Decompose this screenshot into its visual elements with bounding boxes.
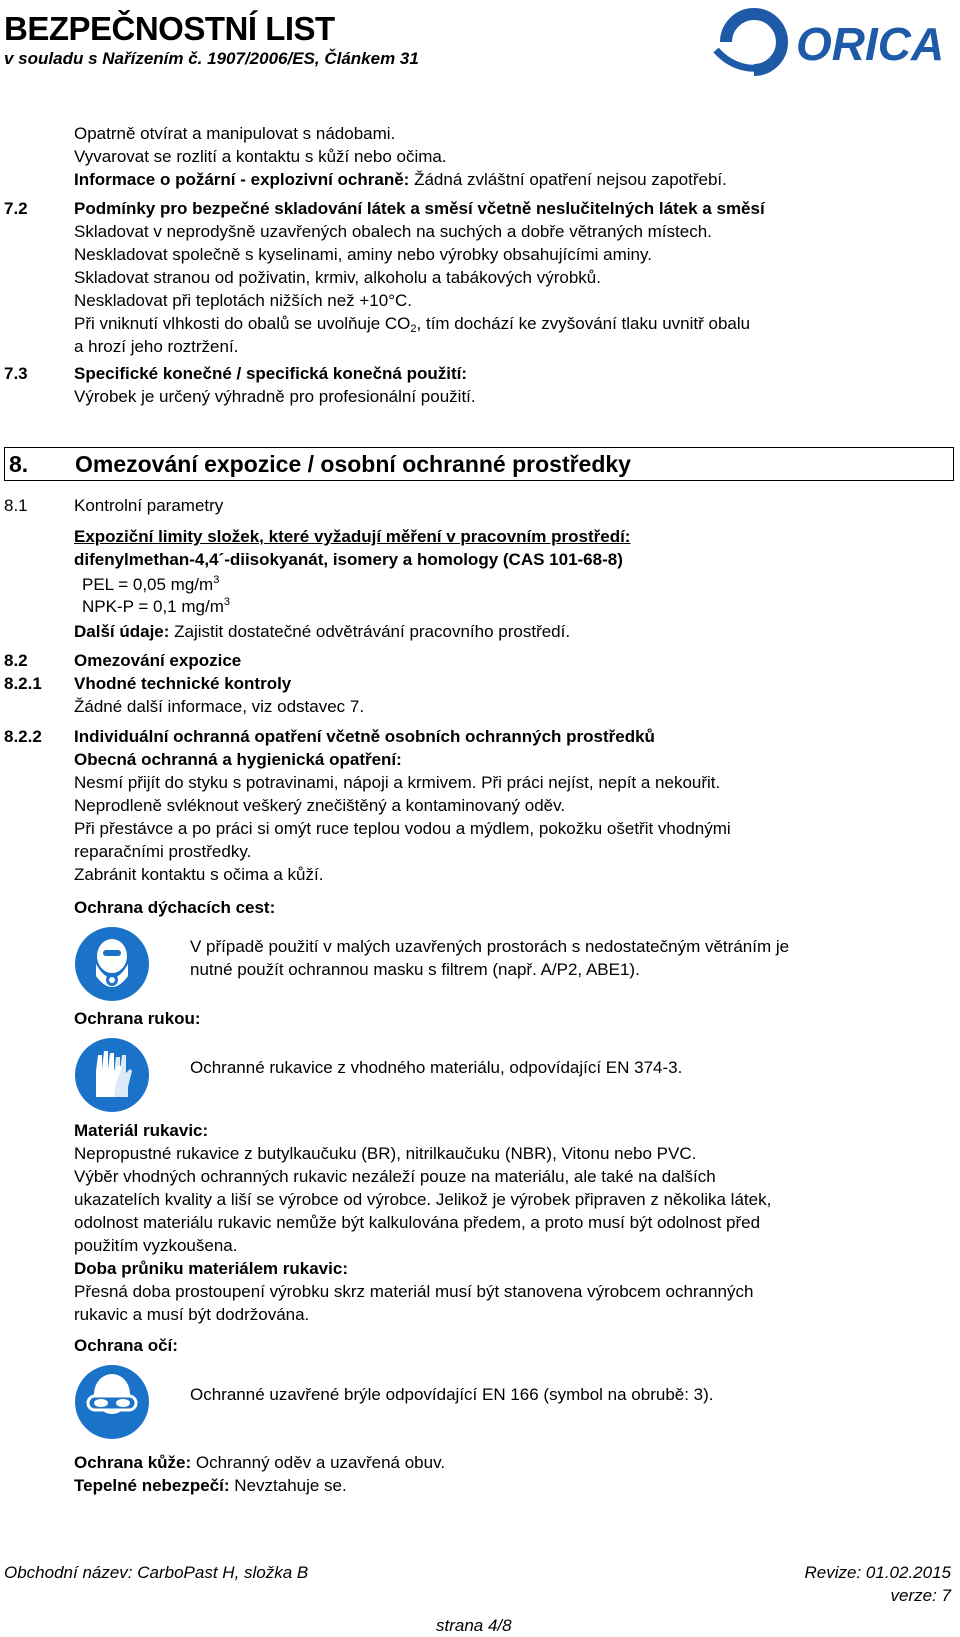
footer-product-name: Obchodní název: CarboPast H, složka B [4, 1563, 309, 1582]
eye-heading: Ochrana očí: [74, 1336, 178, 1355]
thermal-hazard-text: Nevztahuje se. [229, 1476, 347, 1495]
orica-logo-text: ORICA [796, 18, 945, 70]
penetration-line-2: rukavic a musí být dodržována. [74, 1305, 310, 1324]
exposure-limits-heading: Expoziční limity složek, které vyžadují měření v pracovním prostředí: [74, 527, 631, 546]
hygiene-line-2: Neprodleně svléknout veškerý znečištěný a kontaminovaný oděv. [74, 796, 566, 815]
glove-material-line-5: použitím vyzkoušena. [74, 1236, 238, 1255]
respiratory-line-1: V případě použití v malých uzavřených prostorách s nedostatečným větráním je [190, 937, 790, 956]
eye-line-1: Ochranné uzavřené brýle odpovídající EN 166 (symbol na obrubě: 3). [190, 1385, 714, 1404]
section-8-title: Omezování expozice / osobní ochranné prostředky [75, 451, 631, 477]
footer-revision: Revize: 01.02.2015 [804, 1563, 951, 1582]
respiratory-heading: Ochrana dýchacích cest: [74, 898, 276, 917]
pel-text: PEL = 0,05 mg/m [82, 575, 214, 594]
section-8-2-title: Omezování expozice [74, 651, 242, 670]
specific-use-line: Výrobek je určený výhradně pro profesionální použití. [74, 387, 476, 406]
orica-logo [712, 2, 960, 80]
hand-line-1: Ochranné rukavice z vhodného materiálu, odpovídající EN 374-3. [190, 1058, 683, 1077]
section-8-2-number: 8.2 [4, 651, 28, 670]
document-subtitle: v souladu s Nařízením č. 1907/2006/ES, Článkem 31 [4, 49, 419, 68]
thermal-hazard-label: Tepelné nebezpečí: [74, 1476, 230, 1495]
handling-line-2: Vyvarovat se rozlití a kontaktu s kůží nebo očima. [74, 147, 447, 166]
glove-material-heading: Materiál rukavic: [74, 1121, 209, 1140]
hygiene-line-1: Nesmí přijít do styku s potravinami, nápoji a krmivem. Při práci nejíst, nepít a nekouřit. [74, 773, 721, 792]
hand-heading: Ochrana rukou: [74, 1009, 201, 1028]
respirator-icon [74, 926, 150, 1002]
technical-controls-text: Žádné další informace, viz odstavec 7. [74, 697, 365, 716]
extra-info-label: Další údaje: [74, 622, 170, 641]
storage-line-5 [74, 313, 750, 335]
storage-line-6: a hrozí jeho roztržení. [74, 337, 239, 356]
storage-line-4: Neskladovat při teplotách nižších než +10°C. [74, 291, 413, 310]
section-8-2-1-title: Vhodné technické kontroly [74, 674, 292, 693]
storage-line-2: Neskladovat společně s kyselinami, aminy nebo výrobky obsahujícími aminy. [74, 245, 652, 264]
fire-info-text: Žádná zvláštní opatření nejsou zapotřebí. [409, 170, 727, 189]
section-8-number: 8. [9, 451, 29, 477]
respiratory-line-2: nutné použít ochrannou masku s filtrem (např. A/P2, ABE1). [190, 960, 640, 979]
section-8-2-1-number: 8.2.1 [4, 674, 42, 693]
storage-line-3: Skladovat stranou od poživatin, krmiv, alkoholu a tabákových výrobků. [74, 268, 601, 287]
footer-version: verze: 7 [890, 1586, 951, 1605]
fire-info [74, 169, 727, 191]
npk-value [82, 596, 230, 618]
skin-protection-text: Ochranný oděv a uzavřená obuv. [191, 1453, 446, 1472]
npk-sup: 3 [223, 596, 231, 608]
co2-subscript: 2 [410, 323, 417, 335]
section-7-2-number: 7.2 [4, 199, 28, 218]
skin-protection [74, 1452, 445, 1474]
section-8-header [4, 447, 954, 481]
fire-info-label: Informace o požární - explozivní ochraně: [74, 170, 410, 189]
section-7-3-number: 7.3 [4, 364, 28, 383]
penetration-line-1: Přesná doba prostoupení výrobku skrz materiál musí být stanovena výrobcem ochranných [74, 1282, 754, 1301]
gloves-icon [74, 1037, 150, 1113]
glove-material-line-4: odolnost materiálu rukavic nemůže být kalkulována předem, a proto musí být odolnost před [74, 1213, 761, 1232]
section-8-2-2-number: 8.2.2 [4, 727, 42, 746]
orica-swoosh-icon [716, 14, 782, 70]
hygiene-line-4: reparačními prostředky. [74, 842, 252, 861]
storage-line-1: Skladovat v neprodyšně uzavřených obalech na suchých a dobře větraných místech. [74, 222, 712, 241]
extra-info-text: Zajistit dostatečné odvětrávání pracovního prostředí. [169, 622, 571, 641]
storage-line-5b: , tím dochází ke zvyšování tlaku uvnitř obalu [416, 314, 751, 333]
penetration-heading: Doba průniku materiálem rukavic: [74, 1259, 348, 1278]
glove-material-line-2: Výběr vhodných ochranných rukavic nezáleží pouze na materiálu, ale také na dalších [74, 1167, 716, 1186]
section-8-1-number: 8.1 [4, 496, 28, 515]
section-8-2-2-title: Individuální ochranná opatření včetně osobních ochranných prostředků [74, 727, 655, 746]
section-7-2-title: Podmínky pro bezpečné skladování látek a směsí včetně neslučitelných látek a směsí [74, 199, 765, 218]
storage-line-5a: Při vniknutí vlhkosti do obalů se uvolňuje CO [74, 314, 411, 333]
extra-info [74, 621, 570, 643]
pel-value [82, 574, 219, 596]
pel-sup: 3 [213, 574, 220, 586]
hygiene-line-3: Při přestávce a po práci si omýt ruce teplou vodou a mýdlem, pokožku ošetřit vhodnými [74, 819, 731, 838]
npk-text: NPK-P = 0,1 mg/m [82, 597, 224, 616]
section-7-3-title: Specifické konečné / specifická konečná použití: [74, 364, 468, 383]
thermal-hazard [74, 1475, 347, 1497]
skin-protection-label: Ochrana kůže: [74, 1453, 192, 1472]
section-8-1-title: Kontrolní parametry [74, 496, 224, 515]
document-title: BEZPEČNOSTNÍ LIST [4, 10, 335, 47]
footer-page-number: strana 4/8 [436, 1616, 512, 1635]
handling-line-1: Opatrně otvírat a manipulovat s nádobami. [74, 124, 396, 143]
glove-material-line-3: ukazatelích kvality a liší se výrobce od výrobce. Jelikož je výrobek připraven z několika látek, [74, 1190, 772, 1209]
goggles-icon [74, 1364, 150, 1440]
substance-name: difenylmethan-4,4´-diisokyanát, isomery a homology (CAS 101-68-8) [74, 550, 623, 569]
glove-material-line-1: Nepropustné rukavice z butylkaučuku (BR), nitrilkaučuku (NBR), Vitonu nebo PVC. [74, 1144, 697, 1163]
hygiene-line-5: Zabránit kontaktu s očima a kůží. [74, 865, 324, 884]
hygiene-heading: Obecná ochranná a hygienická opatření: [74, 750, 402, 769]
